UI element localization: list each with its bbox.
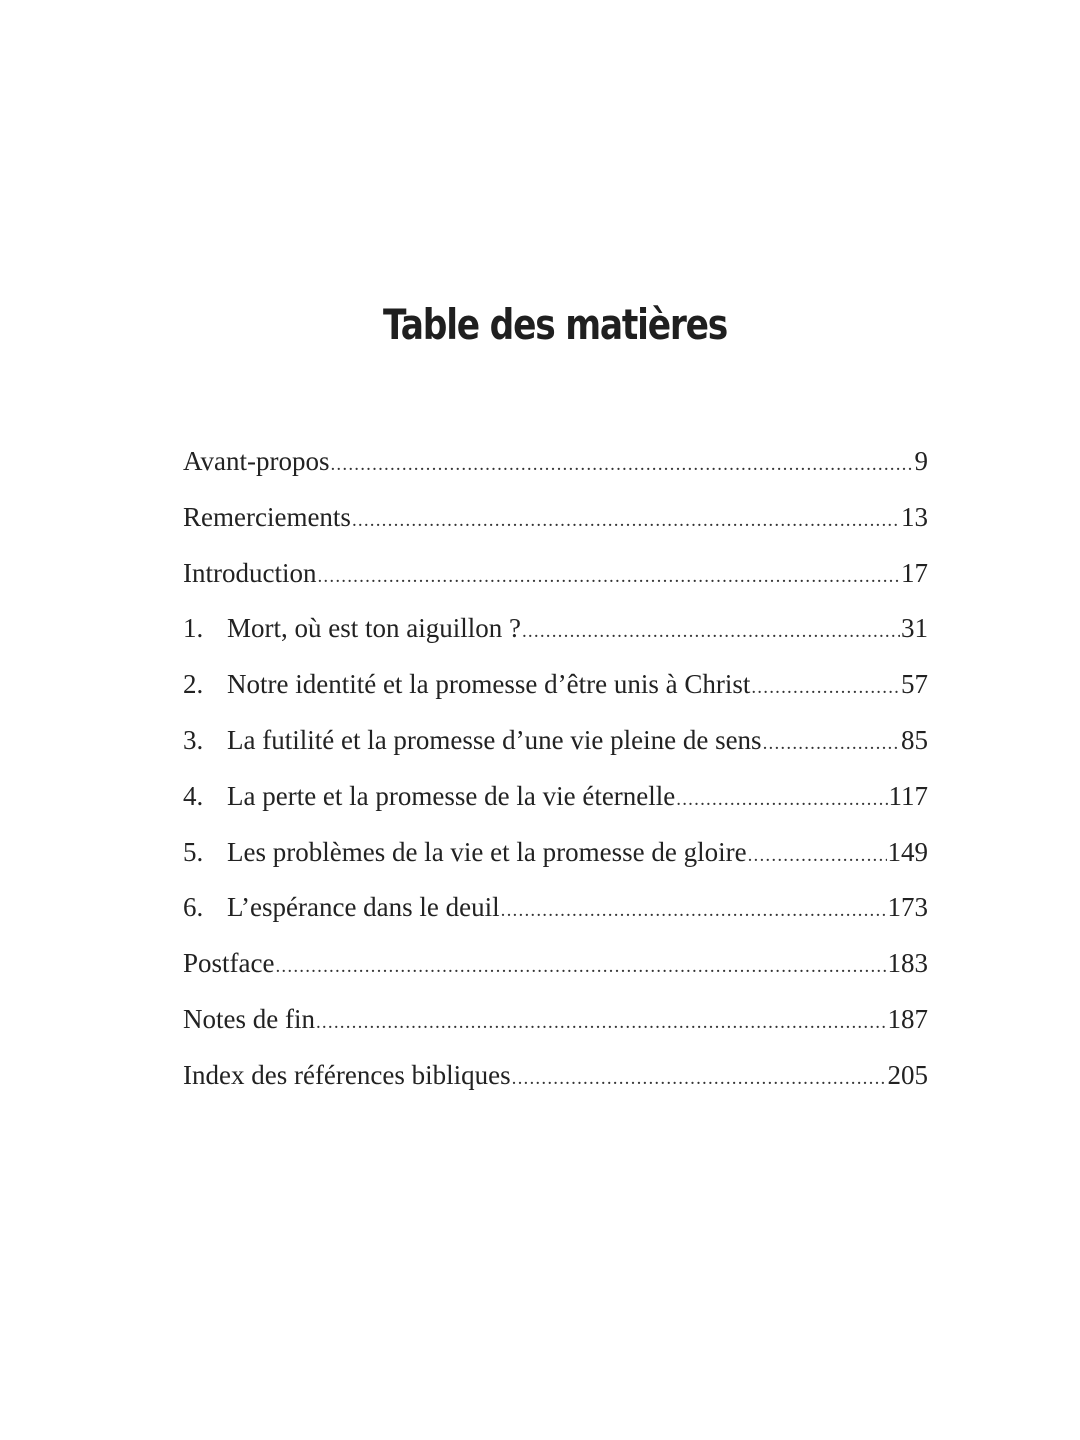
toc-entry-avant-propos [183,446,928,502]
toc-entry-index [183,1060,928,1116]
toc-entry-chapter-4 [183,781,928,837]
toc-entry-label: Remerciements [183,501,351,532]
dot-leader [352,510,900,532]
dot-leader [763,733,900,755]
toc-entry-page: 9 [914,446,928,476]
chapter-number: 1. [183,613,204,644]
toc-entry-label: La perte et la promesse de la vie éternelle [227,780,676,811]
dot-leader [275,956,886,978]
dot-leader [522,621,900,643]
dot-leader [317,566,900,588]
table-of-contents [183,446,928,1116]
toc-entry-postface [183,948,928,1004]
toc-entry-label: Les problèmes de la vie et la promesse de gloire [227,836,747,867]
toc-entry-page: 13 [901,501,928,532]
toc-entry-notes-de-fin [183,1004,928,1060]
toc-entry-chapter-1 [183,613,928,669]
toc-entry-label: Mort, où est ton aiguillon ? [227,613,521,644]
dot-leader [316,1012,887,1034]
toc-entry-page: 57 [901,669,928,700]
dot-leader [751,677,900,699]
toc-entry-label: Index des références bibliques [183,1059,511,1090]
page-title: Table des matières [382,300,728,349]
toc-entry-label: Introduction [183,557,317,588]
toc-entry-remerciements [183,502,928,558]
toc-entry-page: 183 [887,948,928,979]
toc-entry-label: Notes de fin [183,1003,315,1034]
toc-entry-page: 17 [901,557,928,588]
dot-leader [501,900,887,922]
toc-entry-label: L’espérance dans le deuil [227,892,500,923]
toc-entry-label: Avant-propos [183,446,330,476]
toc-entry-label: La futilité et la promesse d’une vie pleine de sens [227,724,762,755]
dot-leader [330,454,913,476]
toc-entry-page: 187 [887,1003,928,1034]
toc-entry-chapter-3 [183,725,928,781]
toc-entry-chapter-5 [183,837,928,893]
chapter-number: 4. [183,780,204,811]
dot-leader [676,789,887,811]
chapter-number: 5. [183,836,204,867]
chapter-number: 6. [183,892,204,923]
toc-entry-label: Notre identité et la promesse d’être unis à Christ [227,669,751,700]
chapter-number: 3. [183,724,204,755]
toc-entry-page: 149 [887,836,928,867]
toc-entry-label: Postface [183,948,275,979]
dot-leader [512,1068,887,1090]
toc-entry-chapter-2 [183,669,928,725]
toc-entry-introduction [183,558,928,614]
toc-entry-page: 205 [887,1059,928,1090]
chapter-number: 2. [183,669,204,700]
toc-entry-page: 173 [887,892,928,923]
dot-leader [748,845,887,867]
toc-entry-page: 117 [888,780,928,811]
toc-entry-chapter-6 [183,892,928,948]
toc-entry-page: 31 [901,613,928,644]
toc-entry-page: 85 [901,724,928,755]
